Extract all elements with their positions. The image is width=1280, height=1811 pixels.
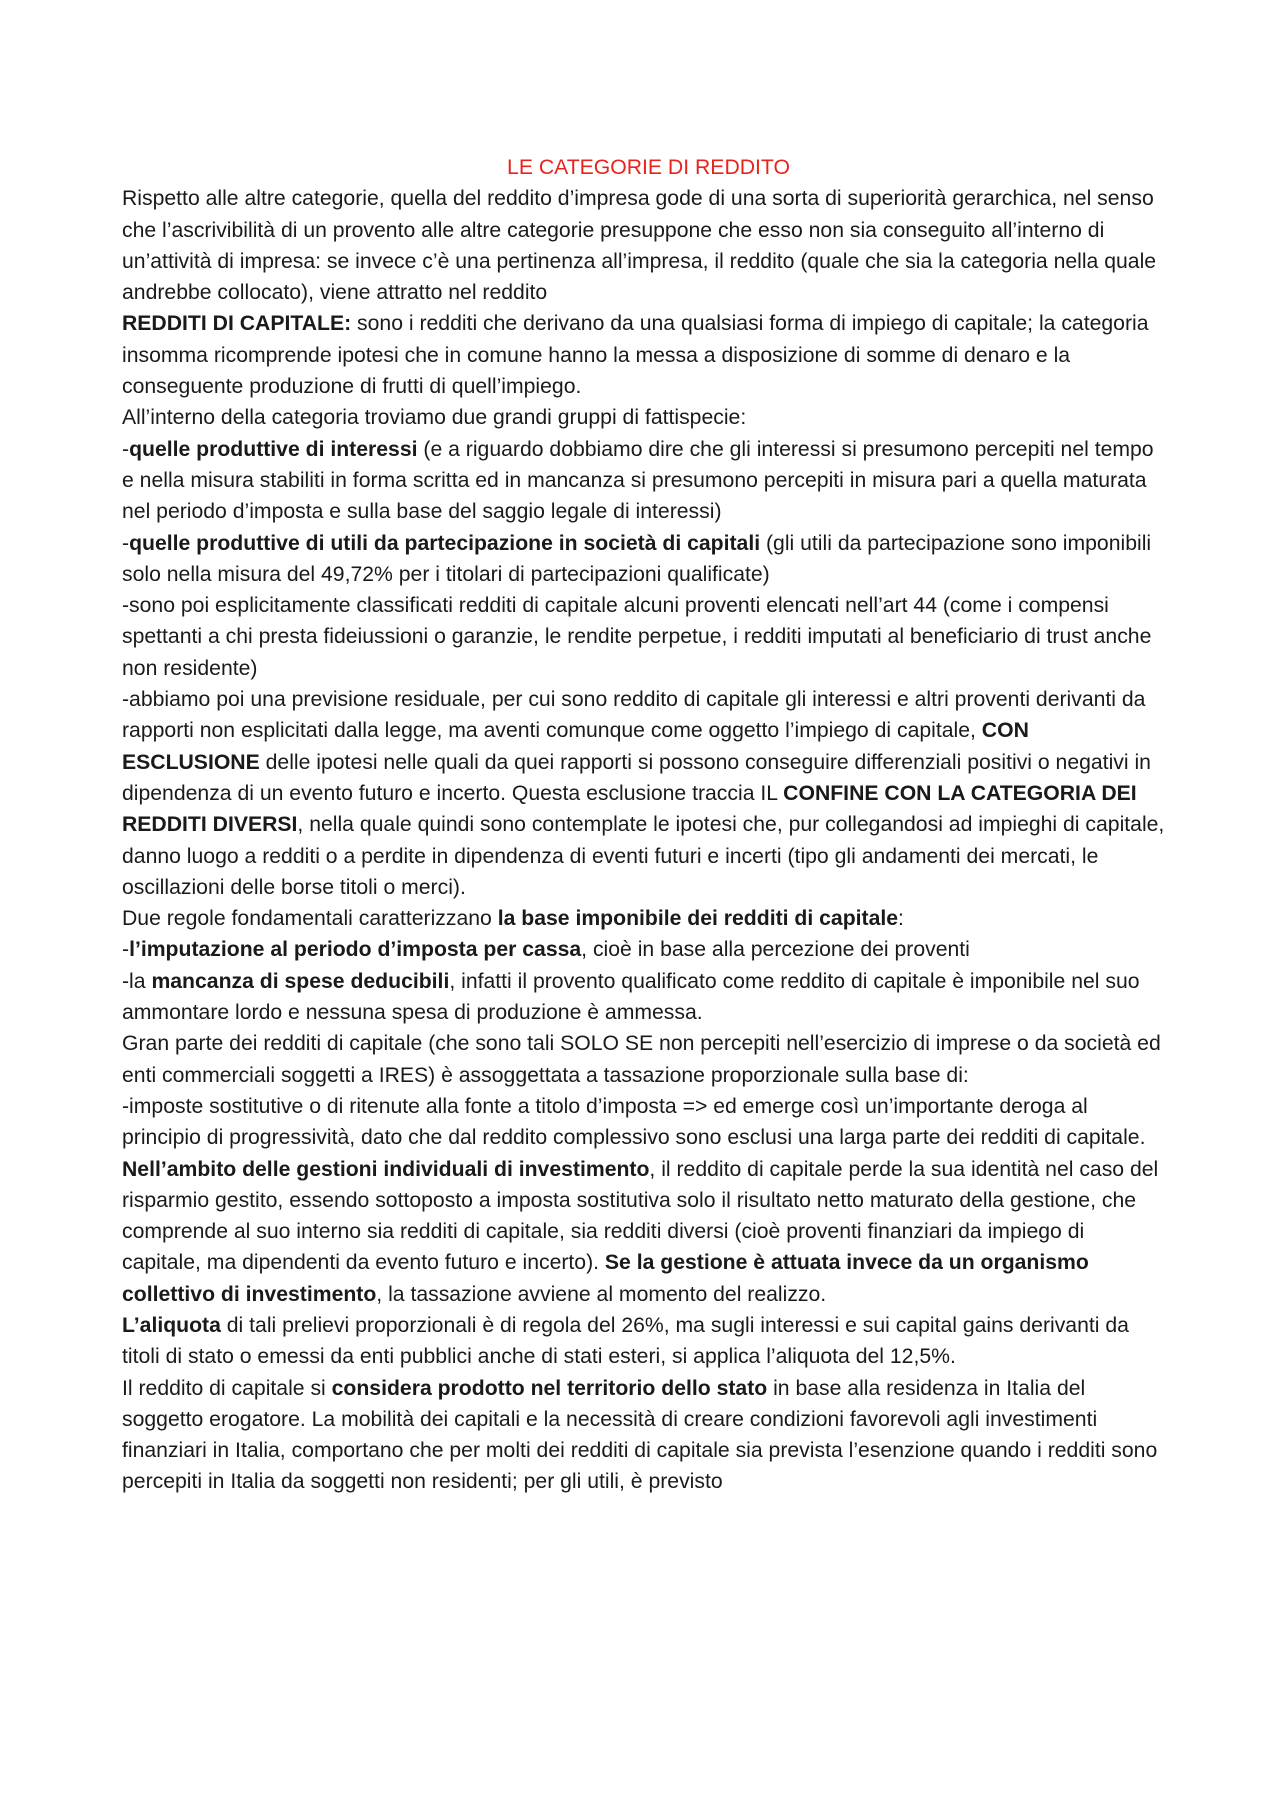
text-run: , la tassazione avviene al momento del realizzo. (376, 1282, 827, 1306)
bold-run: mancanza di spese deducibili (151, 969, 450, 993)
paragraph (122, 1310, 1167, 1373)
text-run: Gran parte dei redditi di capitale (che sono tali SOLO SE non percepiti nell’esercizio di imprese o da società ed enti commerciali soggetti a IRES) è assoggettata a tassazione proporzionale sulla base di: (122, 1032, 1161, 1087)
paragraph (122, 684, 1167, 903)
text-run: All’interno della categoria troviamo due grandi gruppi di fattispecie: (122, 406, 747, 430)
text-run: delle ipotesi nelle quali da quei rapporti si possono conseguire differenziali positivi o negativi in dipendenza di un evento futuro e incerto. Questa esclusione traccia IL (122, 750, 1151, 805)
text-run: - (122, 437, 130, 461)
bold-run: l’imputazione al periodo d’imposta per cassa (129, 938, 582, 962)
text-run: (e a riguardo dobbiamo dire che gli interessi si presumono percepiti nel tempo e nella misura stabiliti in forma scritta ed in mancanza si presumono percepiti in misura pari a quella maturata nel periodo d’imposta e sulla base del saggio legale di interessi) (122, 437, 1154, 524)
text-run: Il reddito di capitale si (122, 1376, 332, 1400)
document-body (122, 183, 1167, 1497)
text-run: di tali prelievi proporzionali è di regola del 26%, ma sugli interessi e sui capital gains derivanti da titoli di stato o emessi da enti pubblici anche di stati esteri, si applica l’aliquota del 12,5%. (122, 1313, 1129, 1369)
paragraph (122, 183, 1167, 308)
paragraph (122, 1373, 1167, 1498)
bold-run: la base imponibile dei redditi di capitale (497, 907, 899, 931)
bold-run: L’aliquota (122, 1313, 221, 1337)
text-run: - (122, 938, 130, 962)
text-run: - (122, 531, 130, 555)
text-run: in base alla residenza in Italia del soggetto erogatore. La mobilità dei capitali e la necessità di creare condizioni favorevoli agli investimenti finanziari in Italia, comportano che per molti dei redditi di capitale sia prevista l’esenzione quando i redditi sono percepiti in Italia da soggetti non residenti; per gli utili, è previsto (122, 1376, 1158, 1494)
paragraph (122, 934, 1167, 965)
text-run: , infatti il provento qualificato come reddito di capitale è imponibile nel suo ammontare lordo e nessuna spesa di produzione è ammessa. (122, 969, 1140, 1025)
paragraph (122, 966, 1167, 1029)
paragraph (122, 528, 1167, 591)
bold-run: CON ESCLUSIONE (122, 719, 1029, 774)
text-run: (gli utili da partecipazione sono imponibili solo nella misura del 49,72% per i titolari di partecipazioni qualificate) (122, 531, 1152, 586)
bold-run: CONFINE CON LA CATEGORIA DEI REDDITI DIVERSI (122, 781, 1137, 837)
text-run: , cioè in base alla percezione dei proventi (581, 938, 970, 962)
text-run: -abbiamo poi una previsione residuale, per cui sono reddito di capitale gli interessi e altri proventi derivanti da rapporti non esplicitati dalla legge, ma aventi comunque come oggetto l’impiego di capitale, (122, 688, 1146, 743)
bold-run: REDDITI DI CAPITALE: (122, 312, 352, 336)
bold-run: quelle produttive di utili da partecipazione in società di capitali (129, 531, 761, 555)
text-run: Due regole fondamentali caratterizzano (122, 907, 498, 931)
bold-run: Se la gestione è attuata invece da un organismo collettivo di investimento (122, 1251, 1089, 1306)
paragraph (122, 1154, 1167, 1310)
paragraph (122, 1091, 1167, 1154)
text-run: , nella quale quindi sono contemplate le ipotesi che, pur collegandosi ad impieghi di capitale, danno luogo a redditi o a perdite in dipendenza di eventi futuri e incerti (tipo gli andamenti dei mercati, le oscillazioni delle borse titoli o merci). (122, 813, 1165, 899)
text-run: Rispetto alle altre categorie, quella del reddito d’impresa gode di una sorta di superiorità gerarchica, nel senso che l’ascrivibilità di un provento alle altre categorie presuppone che esso non sia conseguito all’interno di un’attività di impresa: se invece c’è una pertinenza all’impresa, il reddito (quale che sia la categoria nella quale andrebbe collocato), viene attratto nel reddito (122, 187, 1157, 305)
bold-run: quelle produttive di interessi (129, 437, 418, 461)
document-page (122, 152, 1167, 1498)
paragraph (122, 590, 1167, 684)
document-title: LE CATEGORIE DI REDDITO (507, 156, 790, 179)
paragraph (122, 903, 1167, 934)
text-run: -la (122, 969, 152, 993)
bold-run: considera prodotto nel territorio dello stato (331, 1376, 768, 1400)
paragraph (122, 434, 1167, 528)
text-run: : (898, 907, 904, 931)
text-run: , il reddito di capitale perde la sua identità nel caso del risparmio gestito, essendo sottoposto a imposta sostitutiva solo il risultato netto maturato della gestione, che comprende al suo interno sia redditi di capitale, sia redditi diversi (cioè proventi finanziari da impiego di capitale, ma dipendenti da evento futuro e incerto). (122, 1157, 1159, 1275)
paragraph (122, 308, 1167, 402)
text-run: sono i redditi che derivano da una qualsiasi forma di impiego di capitale; la categoria insomma ricomprende ipotesi che in comune hanno la messa a disposizione di somme di denaro e la conseguente produzione di frutti di quell’impiego. (122, 312, 1149, 399)
paragraph (122, 402, 1167, 433)
text-run: -sono poi esplicitamente classificati redditi di capitale alcuni proventi elencati nell’art 44 (come i compensi spettanti a chi presta fideiussioni o garanzie, le rendite perpetue, i redditi imputati al beneficiario di trust anche non residente) (122, 594, 1152, 680)
text-run: -imposte sostitutive o di ritenute alla fonte a titolo d’imposta => ed emerge così un’importante deroga al principio di progressività, dato che dal reddito complessivo sono esclusi una larga parte dei redditi di capitale. (122, 1094, 1146, 1150)
bold-run: Nell’ambito delle gestioni individuali di investimento (122, 1157, 650, 1181)
paragraph (122, 1028, 1167, 1091)
